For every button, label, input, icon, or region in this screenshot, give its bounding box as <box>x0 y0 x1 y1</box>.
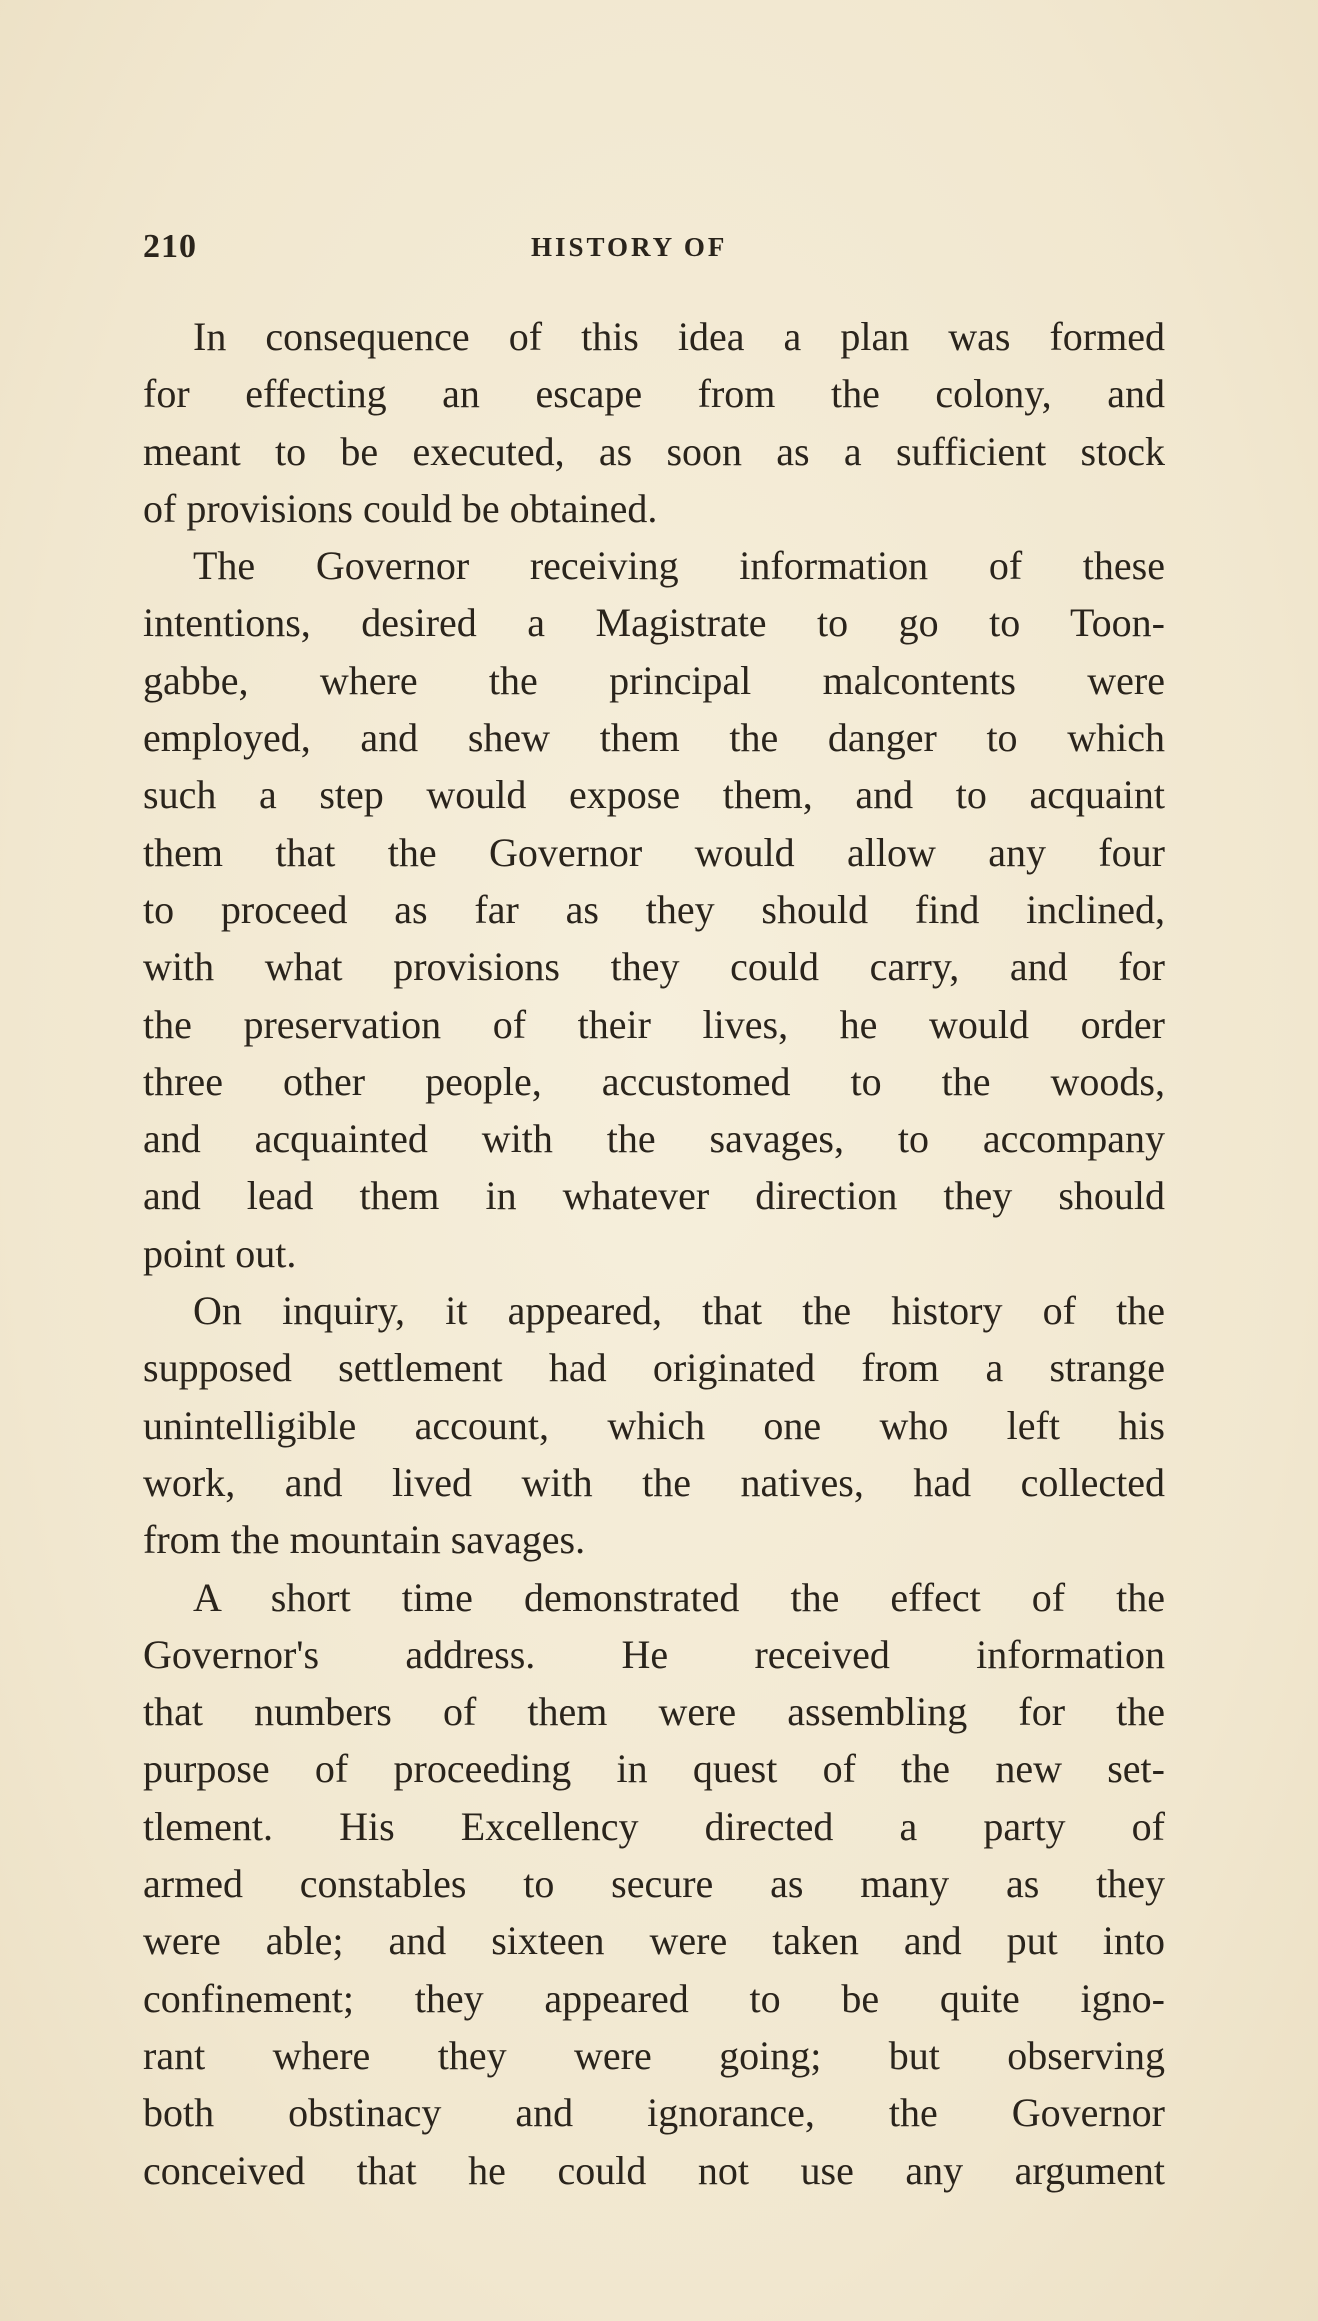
text-line: supposed settlement had originated from a strange <box>143 1345 1165 1391</box>
text-line: armed constables to secure as many as they <box>143 1861 1165 1907</box>
text-line: of provisions could be obtained. <box>143 485 658 531</box>
text-line: confinement; they appeared to be quite igno- <box>143 1975 1165 2021</box>
body-text <box>143 308 1165 2199</box>
text-line: In consequence of this idea a plan was formed <box>193 314 1165 359</box>
text-line: to proceed as far as they should find inclined, <box>143 886 1165 932</box>
text-line: that numbers of them were assembling for the <box>143 1689 1165 1735</box>
text-line: such a step would expose them, and to acquaint <box>143 772 1165 818</box>
text-line: A short time demonstrated the effect of the <box>193 1574 1165 1620</box>
text-line: and lead them in whatever direction they should <box>143 1173 1165 1219</box>
running-header <box>143 228 1163 268</box>
text-line: meant to be executed, as soon as a sufficient stock <box>143 428 1165 474</box>
text-line: from the mountain savages. <box>143 1517 586 1563</box>
page-number: 210 <box>143 228 197 265</box>
text-line: tlement. His Excellency directed a party of <box>143 1803 1165 1849</box>
text-line: with what provisions they could carry, and for <box>143 944 1165 990</box>
text-line: conceived that he could not use any argument <box>143 2147 1165 2193</box>
text-line: rant where they were going; but observing <box>143 2032 1165 2078</box>
text-line: gabbe, where the principal malcontents were <box>143 657 1165 703</box>
text-line: work, and lived with the natives, had collected <box>143 1459 1165 1505</box>
text-line: Governor's address. He received information <box>143 1631 1165 1677</box>
running-title: HISTORY OF <box>531 232 728 262</box>
text-line: purpose of proceeding in quest of the new set- <box>143 1746 1165 1792</box>
text-line: On inquiry, it appeared, that the history of the <box>193 1288 1165 1334</box>
text-line: unintelligible account, which one who left his <box>143 1402 1165 1448</box>
text-line: both obstinacy and ignorance, the Governor <box>143 2090 1165 2136</box>
text-line: three other people, accustomed to the woods, <box>143 1058 1165 1104</box>
text-line: employed, and shew them the danger to which <box>143 715 1165 761</box>
text-line: for effecting an escape from the colony, and <box>143 371 1165 417</box>
text-line: the preservation of their lives, he would order <box>143 1001 1165 1047</box>
text-line: were able; and sixteen were taken and put into <box>143 1918 1165 1964</box>
text-line: them that the Governor would allow any four <box>143 829 1165 875</box>
text-line: point out. <box>143 1230 297 1276</box>
text-line: The Governor receiving information of these <box>193 543 1165 589</box>
text-line: and acquainted with the savages, to accompany <box>143 1116 1165 1162</box>
text-line: intentions, desired a Magistrate to go to Toon- <box>143 600 1165 646</box>
